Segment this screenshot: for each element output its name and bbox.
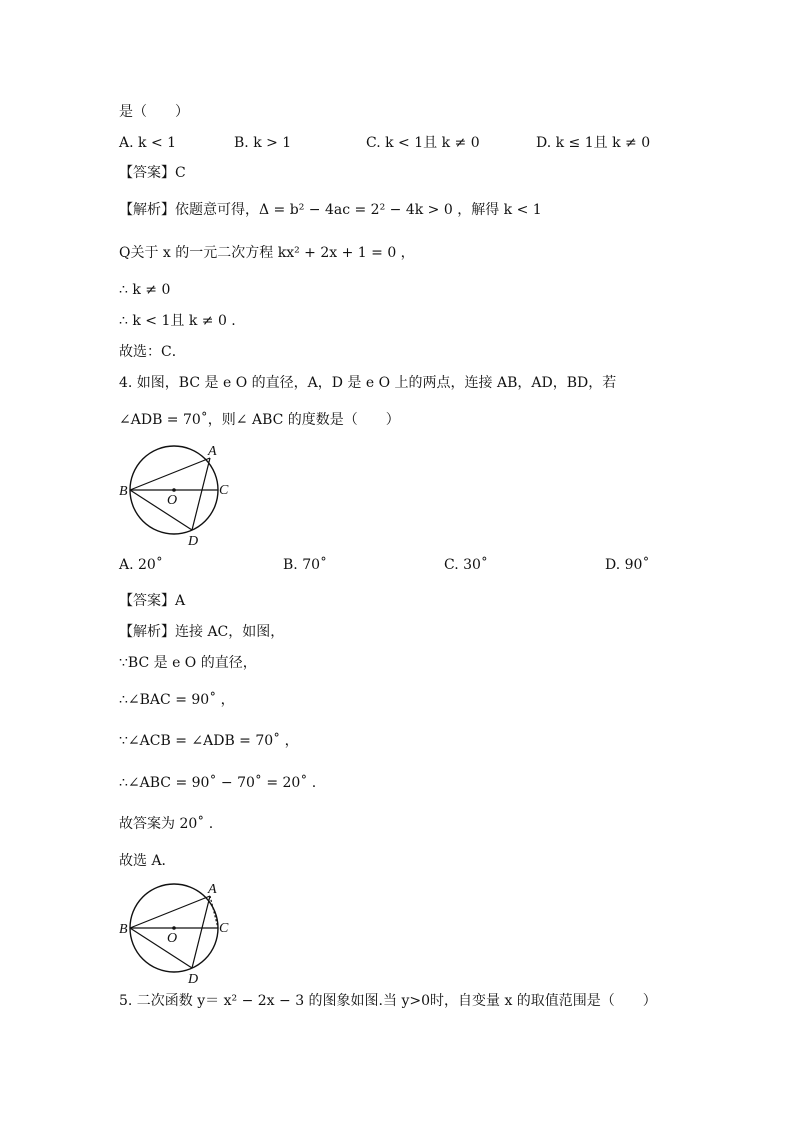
- q4-analysis-line-3: ∴∠BAC = 90˚ ，: [119, 692, 235, 708]
- q4-analysis-line-2: ∵BC 是 e O 的直径，: [119, 655, 257, 671]
- chord-ac-dashed: [210, 896, 218, 928]
- label-c: C: [219, 921, 229, 936]
- center-point: [172, 926, 176, 930]
- q3-analysis-line-1: 【解析】依题意可得，Δ = b² − 4ac = 2² − 4k > 0 ，解得 k < 1: [119, 202, 542, 218]
- q4-analysis-line-4: ∵∠ACB = ∠ADB = 70˚ ，: [119, 733, 299, 749]
- q4-option-d: D. 90˚: [605, 557, 650, 573]
- q5-stem: 5. 二次函数 y＝ x² − 2x − 3 的图象如图.当 y>0时，自变量 x 的取值范围是（ ）: [119, 993, 657, 1009]
- q4-circle-figure: [116, 438, 236, 548]
- chord-ab: [130, 896, 210, 928]
- q3-answer: 【答案】C: [119, 165, 186, 181]
- q4-analysis-line-5: ∴∠ABC = 90˚ − 70˚ = 20˚ .: [119, 775, 317, 791]
- q3-analysis-line-5: 故选：C．: [119, 344, 186, 360]
- q4-analysis-line-1: 【解析】连接 AC，如图，: [119, 624, 285, 640]
- q4-analysis-line-6: 故答案为 20˚ .: [119, 816, 214, 832]
- q4-option-b: B. 70˚: [283, 557, 328, 573]
- q4-option-c: C. 30˚: [444, 557, 488, 573]
- chord-bd: [130, 490, 192, 530]
- chord-ab: [130, 458, 210, 490]
- center-point: [172, 488, 176, 492]
- q3-analysis-line-3: ∴ k ≠ 0: [119, 282, 171, 298]
- q3-option-b: B. k > 1: [234, 135, 292, 151]
- q3-option-d: D. k ≤ 1且 k ≠ 0: [536, 135, 651, 151]
- label-c: C: [219, 483, 229, 498]
- label-b: B: [119, 484, 128, 499]
- label-a: A: [208, 444, 217, 459]
- label-d: D: [188, 534, 199, 548]
- label-o: O: [167, 931, 178, 946]
- label-b: B: [119, 922, 128, 937]
- q3-stem-tail: 是（ ）: [119, 104, 189, 120]
- label-d: D: [188, 972, 199, 986]
- q3-option-c: C. k < 1且 k ≠ 0: [366, 135, 480, 151]
- label-o: O: [167, 493, 178, 508]
- q3-option-a: A. k < 1: [119, 135, 177, 151]
- q3-analysis-line-4: ∴ k < 1且 k ≠ 0 .: [119, 313, 236, 329]
- q4-solution-figure: [116, 876, 236, 986]
- q4-stem-line-1: 4. 如图，BC 是 e O 的直径，A，D 是 e O 上的两点，连接 AB，AD，BD，若: [119, 375, 617, 391]
- label-a: A: [208, 882, 217, 897]
- q4-answer: 【答案】A: [119, 593, 186, 609]
- q3-analysis-line-2: Q关于 x 的一元二次方程 kx² + 2x + 1 = 0 ，: [119, 245, 415, 261]
- q4-stem-line-2: ∠ADB = 70˚，则∠ ABC 的度数是（ ）: [119, 412, 400, 428]
- q4-analysis-line-7: 故选 A．: [119, 853, 176, 869]
- chord-bd: [130, 928, 192, 968]
- q4-option-a: A. 20˚: [119, 557, 163, 573]
